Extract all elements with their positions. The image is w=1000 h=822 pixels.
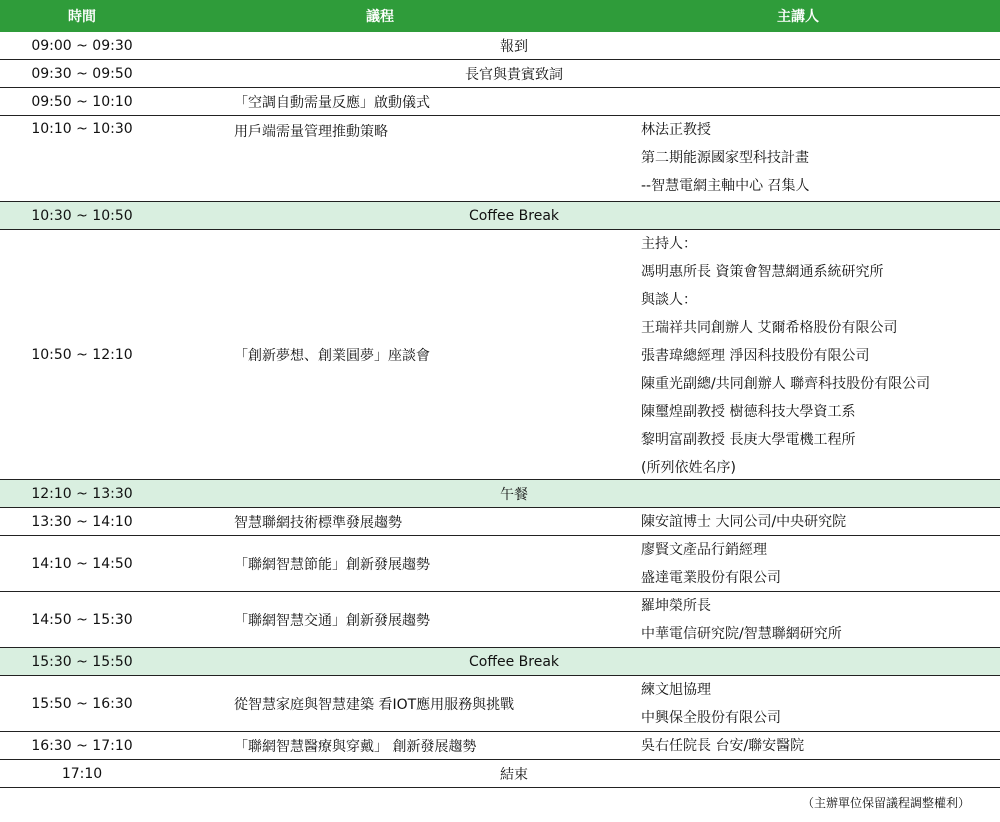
break-row [0, 202, 1000, 230]
speaker-line: 廖賢文產品行銷經理 [641, 542, 767, 558]
row-time: 10:10 ~ 10:30 [31, 121, 133, 137]
row-speakers [641, 230, 1000, 479]
row-time: 09:50 ~ 10:10 [31, 93, 133, 110]
row-topic: 「聯網智慧交通」創新發展趨勢 [234, 612, 430, 629]
row-time: 15:50 ~ 16:30 [31, 695, 133, 712]
speaker-line: (所列依姓名序) [641, 460, 736, 476]
row-time: 14:10 ~ 14:50 [31, 555, 133, 572]
agenda-row [0, 60, 1000, 88]
row-topic: 結束 [500, 766, 528, 783]
row-speakers [641, 732, 1000, 759]
agenda-row [0, 732, 1000, 760]
agenda-row [0, 88, 1000, 116]
row-time: 13:30 ~ 14:10 [31, 513, 133, 530]
break-row [0, 648, 1000, 676]
row-time: 16:30 ~ 17:10 [31, 737, 133, 754]
speaker-line: 陳安誼博士 大同公司/中央研究院 [641, 514, 847, 530]
speaker-line: 與談人： [641, 292, 697, 308]
row-topic: Coffee Break [468, 207, 559, 224]
row-time: 09:30 ~ 09:50 [31, 65, 133, 82]
speaker-line: 盛達電業股份有限公司 [641, 570, 781, 586]
speaker-line: 練文旭協理 [641, 682, 711, 698]
agenda-row [0, 676, 1000, 732]
speaker-line: 張書瑋總經理 淨因科技股份有限公司 [641, 348, 870, 364]
speaker-line: 羅坤榮所長 [641, 598, 711, 614]
row-speakers [641, 508, 1000, 535]
speaker-line: 王瑞祥共同創辦人 艾爾希格股份有限公司 [641, 320, 898, 336]
footnote: （主辦單位保留議程調整權利） [801, 796, 970, 810]
row-topic: Coffee Break [468, 653, 559, 670]
speaker-line: 主持人： [641, 236, 697, 252]
agenda-row [0, 592, 1000, 648]
agenda-row [0, 760, 1000, 788]
row-speakers [641, 592, 1000, 647]
row-topic: 「創新夢想、創業圓夢」座談會 [234, 347, 430, 364]
agenda-row [0, 536, 1000, 592]
break-row [0, 480, 1000, 508]
speaker-line: 中興保全股份有限公司 [641, 710, 781, 726]
agenda-row [0, 230, 1000, 480]
row-topic: 用戶端需量管理推動策略 [234, 124, 388, 140]
speaker-line: 林法正教授 [641, 122, 711, 138]
row-topic: 「聯網智慧節能」創新發展趨勢 [234, 556, 430, 573]
row-topic: 午餐 [500, 486, 528, 503]
speaker-line: 陳璽煌副教授 樹德科技大學資工系 [641, 404, 856, 420]
row-topic: 智慧聯網技術標準發展趨勢 [234, 514, 402, 531]
row-time: 15:30 ~ 15:50 [31, 653, 133, 670]
agenda-row [0, 116, 1000, 202]
speaker-line: 第二期能源國家型科技計畫 [641, 150, 809, 166]
speaker-line: --智慧電網主軸中心 召集人 [641, 178, 810, 194]
row-speakers [641, 116, 1000, 201]
header-time: 時間 [68, 9, 96, 25]
speaker-line: 中華電信研究院/智慧聯網研究所 [641, 626, 842, 642]
row-topic: 從智慧家庭與智慧建築 看IOT應用服務與挑戰 [234, 696, 515, 713]
row-time: 09:00 ~ 09:30 [31, 37, 133, 54]
row-speakers [641, 676, 1000, 731]
header-topic: 議程 [366, 9, 394, 25]
row-topic: 「空調自動需量反應」啟動儀式 [234, 94, 430, 111]
row-time: 14:50 ~ 15:30 [31, 611, 133, 628]
row-time: 10:50 ~ 12:10 [31, 346, 133, 363]
speaker-line: 吳右任院長 台安/聯安醫院 [641, 738, 805, 754]
row-topic: 長官與貴賓致詞 [465, 66, 563, 83]
row-time: 10:30 ~ 10:50 [31, 207, 133, 224]
speaker-line: 馮明惠所長 資策會智慧網通系統研究所 [641, 264, 884, 280]
agenda-row [0, 32, 1000, 60]
row-speakers [641, 536, 1000, 591]
row-time: 12:10 ~ 13:30 [31, 485, 133, 502]
table-header [0, 0, 1000, 32]
row-topic: 報到 [500, 38, 528, 55]
header-speaker: 主講人 [777, 9, 819, 25]
speaker-line: 陳重光副總/共同創辦人 聯齊科技股份有限公司 [641, 376, 931, 392]
agenda-row [0, 508, 1000, 536]
speaker-line: 黎明富副教授 長庚大學電機工程所 [641, 432, 856, 448]
row-topic: 「聯網智慧醫療與穿戴」 創新發展趨勢 [234, 738, 477, 755]
row-time: 17:10 [61, 765, 103, 782]
